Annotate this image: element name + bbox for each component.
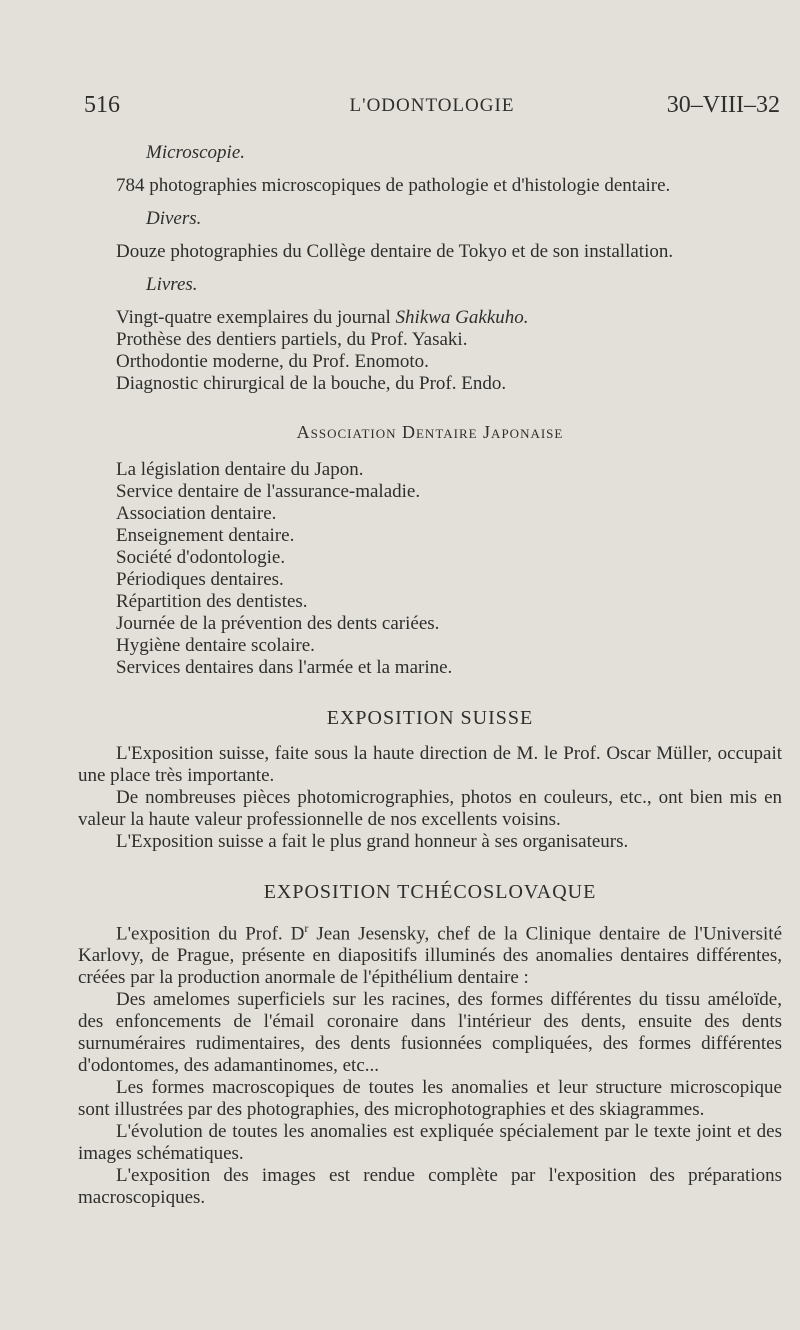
livres-item: [78, 329, 782, 351]
association-item: Périodiques dentaires.: [116, 569, 284, 590]
superscript: r: [304, 921, 309, 935]
issue-date: 30–VIII–32: [666, 92, 780, 118]
livres-item: [78, 373, 782, 395]
journal-title: L'ODONTOLOGIE: [349, 95, 515, 116]
association-item: Enseignement dentaire.: [116, 525, 295, 546]
association-item: Association dentaire.: [116, 503, 277, 524]
running-header: [84, 92, 780, 122]
tcheco-text: L'exposition du Prof. D: [116, 923, 305, 945]
livres-item-text: Prothèse des dentiers partiels, du Prof. Yasaki.: [116, 329, 468, 350]
tcheco-text: Jean Jesensky, chef de la Clinique dentaire de l'Université Karlovy, de Prague, présente en diapositifs illuminés des anomalies dentaires différentes, créées par la production anormale de l'épithélium dentaire :: [78, 923, 782, 989]
association-item: Répartition des dentistes.: [116, 591, 308, 612]
livres-item-text: Vingt-quatre exemplaires du journal: [116, 307, 396, 328]
microscopie-text: 784 photographies microscopiques de pathologie et d'histologie dentaire.: [116, 175, 671, 196]
tcheco-heading: EXPOSITION TCHÉCOSLOVAQUE: [263, 881, 597, 903]
tcheco-paragraph: L'exposition des images est rendue complète par l'exposition des préparations macroscopiques.: [78, 1165, 782, 1209]
livres-list: [78, 307, 782, 395]
association-item: Hygiène dentaire scolaire.: [116, 635, 315, 656]
tcheco-paragraph: L'évolution de toutes les anomalies est expliquée spécialement par le texte joint et des images schématiques.: [78, 1121, 782, 1165]
tcheco-paragraph: Des amelomes superficiels sur les racines, des formes différentes du tissu améloïde, des enfoncements de l'émail coronaire dans l'intérieur des dents, ensuite des dents surnuméraires rudimentaires, des dents fusionnées compliquées, des formes différentes d'odontomes, des adamantinomes, etc...: [78, 989, 782, 1077]
microscopie-heading: Microscopie.: [146, 142, 246, 163]
association-heading: Association Dentaire Japonaise: [296, 422, 564, 442]
association-item: Services dentaires dans l'armée et la marine.: [116, 657, 453, 678]
livres-item-text: Orthodontie moderne, du Prof. Enomoto.: [116, 351, 429, 372]
divers-text: Douze photographies du Collège dentaire de Tokyo et de son installation.: [116, 241, 674, 262]
association-list: [78, 459, 782, 679]
association-item: Société d'odontologie.: [116, 547, 286, 568]
livres-item-text: Diagnostic chirurgical de la bouche, du Prof. Endo.: [116, 373, 507, 394]
page-number: 516: [84, 92, 120, 118]
livres-item: [78, 307, 782, 329]
suisse-heading: EXPOSITION SUISSE: [326, 707, 534, 729]
association-item: La législation dentaire du Japon.: [116, 459, 364, 480]
association-item: Service dentaire de l'assurance-maladie.: [116, 481, 421, 502]
tcheco-paragraph: [78, 917, 782, 989]
tcheco-paragraph: Les formes macroscopiques de toutes les anomalies et leur structure microscopique sont illustrées par des photographies, des microphotographies et des skiagrammes.: [78, 1077, 782, 1121]
journal-name: Shikwa Gakkuho.: [395, 307, 529, 328]
suisse-paragraph: L'Exposition suisse a fait le plus grand honneur à ses organisateurs.: [116, 831, 629, 852]
suisse-paragraph: De nombreuses pièces photomicrographies, photos en couleurs, etc., ont bien mis en valeur la haute valeur professionnelle de nos excellents voisins.: [78, 787, 782, 830]
livres-heading: Livres.: [146, 274, 198, 295]
association-item: Journée de la prévention des dents cariées.: [116, 613, 440, 634]
livres-item: [78, 351, 782, 373]
divers-heading: Divers.: [146, 208, 202, 229]
page-body: [78, 142, 782, 1209]
suisse-paragraph: L'Exposition suisse, faite sous la haute direction de M. le Prof. Oscar Müller, occupait une place très importante.: [78, 743, 782, 786]
